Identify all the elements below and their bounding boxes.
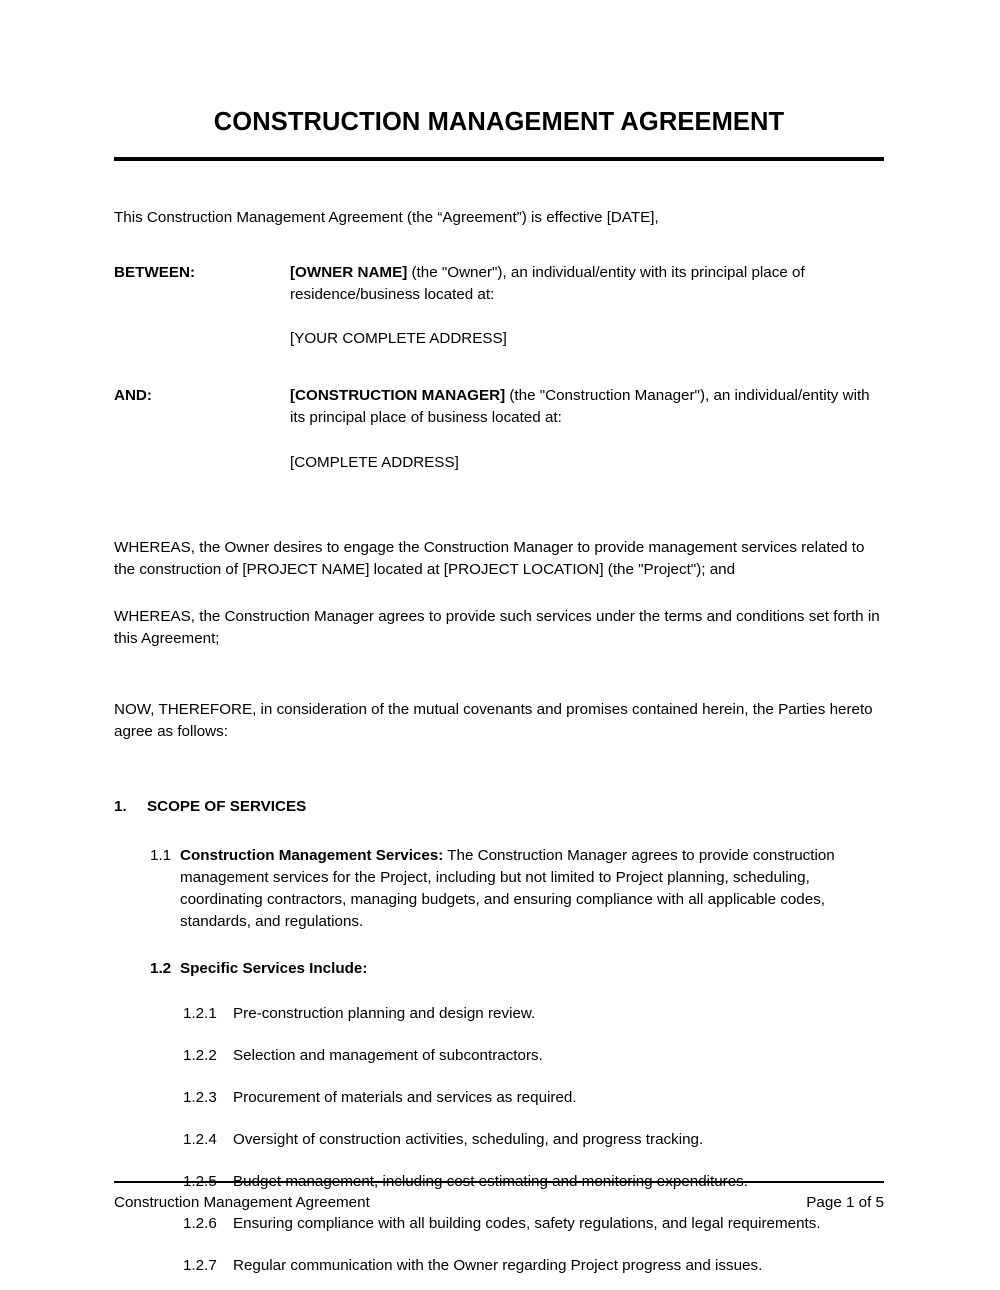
party-owner-description: (the "Owner"), an individual/entity with its principal place of residence/business located at: xyxy=(290,264,805,304)
page-footer xyxy=(114,1181,884,1214)
party-owner-address: [YOUR COMPLETE ADDRESS] xyxy=(290,330,507,348)
subitem-text: Pre-construction planning and design review. xyxy=(233,1004,536,1022)
recital-2: WHEREAS, the Construction Manager agrees to provide such services under the terms and conditions set forth in this Agreement; xyxy=(114,607,880,647)
subitem-text: Regular communication with the Owner regarding Project progress and issues. xyxy=(233,1257,763,1275)
subitem-number: 1.2.6 xyxy=(183,1215,217,1233)
list-item xyxy=(114,1129,884,1151)
party-body-manager xyxy=(290,385,884,473)
page-title: CONSTRUCTION MANAGEMENT AGREEMENT xyxy=(213,108,785,136)
party-row-manager xyxy=(114,385,884,473)
party-row-owner xyxy=(114,262,884,350)
subitem-text: Oversight of construction activities, scheduling, and progress tracking. xyxy=(233,1131,704,1148)
subitems-list xyxy=(114,980,884,1277)
party-owner-name: [OWNER NAME] xyxy=(290,264,408,282)
recitals-block xyxy=(114,474,884,650)
subitem-number: 1.2.2 xyxy=(183,1046,217,1064)
party-label-and: AND: xyxy=(114,387,152,405)
title-divider xyxy=(114,157,884,161)
subitem-number: 1.2.1 xyxy=(183,1004,217,1022)
list-item xyxy=(114,1087,884,1109)
therefore-paragraph: NOW, THEREFORE, in consideration of the mutual covenants and promises contained herein, the Parties hereto agree as follows: xyxy=(114,700,873,740)
clause-1-2-lead: Specific Services Include: xyxy=(180,959,368,977)
subitem-text: Budget management, including cost estimating and monitoring expenditures. xyxy=(233,1173,748,1191)
footer-page-number: Page 1 of 5 xyxy=(806,1194,884,1211)
section-title: SCOPE OF SERVICES xyxy=(147,797,307,815)
clause-1-1-text: The Construction Manager agrees to provide construction management services for the Project, including but not limited to Project planning, scheduling, coordinating contractors, managing budgets, and ensuring compliance with all applicable codes, standards, and regulations. xyxy=(180,846,835,930)
parties-block xyxy=(114,229,884,473)
list-item xyxy=(114,1255,884,1277)
party-manager-description: (the "Construction Manager"), an individual/entity with its principal place of business located at: xyxy=(290,387,870,427)
party-owner-line xyxy=(290,262,884,306)
party-manager-name: [CONSTRUCTION MANAGER] xyxy=(290,387,506,405)
recital-1: WHEREAS, the Owner desires to engage the Construction Manager to provide management services related to the construction of [PROJECT NAME] located at [PROJECT LOCATION] (the "Project"); and xyxy=(114,538,865,578)
list-item xyxy=(114,1045,884,1067)
clause-1-1-body xyxy=(180,845,884,933)
subitem-text: Selection and management of subcontractors. xyxy=(233,1046,543,1064)
document-page xyxy=(114,0,884,1290)
clause-1-2-body xyxy=(180,958,884,980)
subitem-number: 1.2.4 xyxy=(183,1131,217,1148)
clause-1-1-number: 1.1 xyxy=(150,846,172,864)
clause-1-2 xyxy=(114,958,884,980)
section-heading-scope-of-services xyxy=(114,743,884,818)
intro-paragraph: This Construction Management Agreement (the “Agreement”) is effective [DATE], xyxy=(114,209,659,227)
footer-row xyxy=(114,1183,884,1214)
clause-1-1-lead: Construction Management Services: xyxy=(180,846,444,864)
list-item xyxy=(114,1003,884,1025)
party-body-owner xyxy=(290,262,884,350)
party-manager-line xyxy=(290,385,884,429)
list-item xyxy=(114,1213,884,1235)
subitem-text: Ensuring compliance with all building codes, safety regulations, and legal requirements. xyxy=(233,1215,821,1233)
clause-1-2-number: 1.2 xyxy=(150,959,172,977)
subitem-number: 1.2.5 xyxy=(183,1173,217,1191)
clause-1-1 xyxy=(114,845,884,933)
subitem-text: Procurement of materials and services as required. xyxy=(233,1088,577,1106)
party-label-between: BETWEEN: xyxy=(114,264,195,282)
subitem-number: 1.2.3 xyxy=(183,1088,217,1106)
footer-document-name: Construction Management Agreement xyxy=(114,1194,370,1211)
party-manager-address: [COMPLETE ADDRESS] xyxy=(290,453,459,471)
clauses-block xyxy=(114,818,884,980)
section-number: 1. xyxy=(114,797,127,815)
therefore-block xyxy=(114,650,884,743)
subitem-number: 1.2.7 xyxy=(183,1257,217,1275)
